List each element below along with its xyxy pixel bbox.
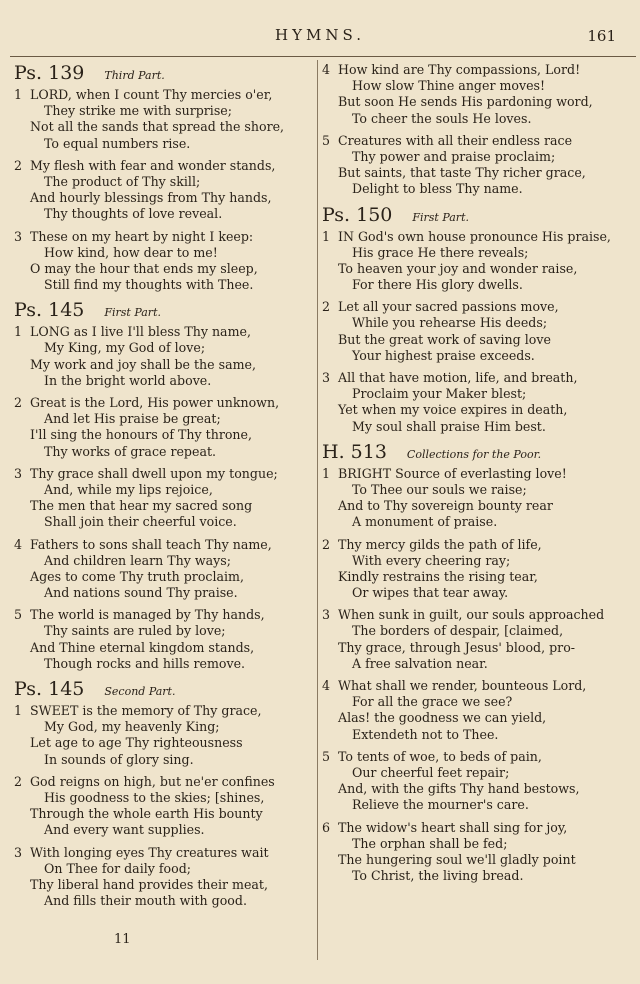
stanza-number: 2 (14, 157, 23, 173)
verse-line (14, 498, 311, 514)
stanza-number: 2 (322, 299, 331, 315)
verse-line (14, 245, 311, 261)
page-number: 161 (587, 27, 616, 45)
verse-text: And hourly blessings from Thy hands, (30, 190, 272, 206)
stanza (14, 703, 311, 768)
verse-text: And, with the gifts Thy hand bestows, (338, 781, 580, 797)
hymn (14, 62, 311, 293)
verse-text: When sunk in guilt, our souls approached (338, 607, 605, 623)
hymn-part-label: First Part. (104, 306, 161, 320)
verse-text: Alas! the goodness we can yield, (338, 710, 547, 726)
verse-line (14, 806, 311, 822)
verse-line (322, 111, 618, 127)
verse-line (322, 569, 618, 585)
verse-text: How kind, how dear to me! (44, 244, 218, 260)
verse-line (322, 229, 618, 245)
verse-text: Though rocks and hills remove. (44, 655, 246, 671)
verse-text: For all the grace we see? (352, 694, 513, 710)
column-divider (317, 60, 318, 960)
verse-line (322, 315, 618, 331)
verse-line (322, 149, 618, 165)
verse-text: And every want supplies. (44, 822, 205, 838)
verse-line (14, 790, 311, 806)
verse-text: In the bright world above. (44, 372, 212, 388)
verse-line (322, 165, 618, 181)
verse-text: Our cheerful feet repair; (352, 764, 510, 780)
stanza-number: 1 (14, 87, 23, 102)
verse-line (14, 206, 311, 222)
verse-text: The orphan shall be fed; (352, 835, 508, 851)
verse-line (322, 94, 618, 110)
verse-text: And, while my lips rejoice, (44, 481, 213, 497)
verse-line (14, 861, 311, 877)
verse-text: Thy thoughts of love reveal. (44, 206, 223, 222)
verse-text: His grace He there reveals; (352, 244, 529, 260)
verse-text: O may the hour that ends my sleep, (30, 260, 258, 276)
verse-text: Through the whole earth His bounty (30, 806, 263, 822)
verse-line (14, 656, 311, 672)
verse-line (322, 370, 618, 386)
hymn (14, 299, 311, 672)
stanza (322, 229, 618, 294)
verse-text: Thy works of grace repeat. (44, 443, 217, 459)
verse-text: To cheer the souls He loves. (352, 110, 532, 126)
stanza (14, 466, 311, 531)
verse-line (322, 765, 618, 781)
verse-text: What shall we render, bounteous Lord, (338, 678, 587, 693)
verse-text: A free salvation near. (352, 655, 488, 671)
stanza (322, 299, 618, 364)
header-rule (10, 56, 636, 57)
verse-text: My King, my God of love; (44, 340, 206, 356)
stanza (322, 62, 618, 127)
stanza (322, 537, 618, 602)
verse-text: The men that hear my sacred song (30, 498, 253, 514)
verse-text: Shall join their cheerful voice. (44, 514, 237, 530)
verse-line (322, 749, 618, 765)
verse-line (14, 569, 311, 585)
hymn-heading (14, 299, 311, 324)
stanza (14, 537, 311, 602)
verse-line (14, 373, 311, 389)
verse-line (14, 87, 311, 103)
stanza (14, 324, 311, 389)
verse-text: To Thee our souls we raise; (352, 481, 527, 497)
verse-text: How slow Thine anger moves! (352, 78, 546, 94)
hymn-number: Ps. 145 (14, 299, 85, 322)
verse-line (14, 357, 311, 373)
stanza (322, 370, 618, 435)
verse-text: To tents of woe, to beds of pain, (338, 748, 542, 764)
verse-text: To Christ, the living bread. (352, 868, 524, 884)
verse-text: LORD, when I count Thy mercies o'er, (30, 87, 273, 102)
verse-line (322, 419, 618, 435)
verse-text: On Thee for daily food; (44, 860, 191, 876)
stanza-number: 4 (14, 536, 23, 552)
verse-text: But the great work of saving love (338, 331, 551, 347)
verse-text: Fathers to sons shall teach Thy name, (30, 536, 272, 552)
verse-line (14, 607, 311, 623)
verse-text: Still find my thoughts with Thee. (44, 277, 254, 293)
verse-line (322, 836, 618, 852)
verse-line (322, 261, 618, 277)
verse-text: Thy liberal hand provides their meat, (30, 876, 268, 892)
stanza-number: 3 (14, 465, 23, 481)
stanza-number: 3 (322, 370, 331, 385)
verse-line (14, 735, 311, 751)
verse-line (322, 498, 618, 514)
verse-line (14, 752, 311, 768)
stanza-number: 5 (322, 748, 331, 764)
stanza (14, 607, 311, 672)
verse-line (322, 245, 618, 261)
verse-text: But soon He sends His pardoning word, (338, 94, 593, 110)
hymn-heading (322, 441, 618, 466)
verse-line (14, 703, 311, 719)
verse-line (322, 537, 618, 553)
hymn-part-label: Collections for the Poor. (406, 447, 542, 461)
verse-text: For there His glory dwells. (352, 277, 523, 293)
verse-line (14, 482, 311, 498)
verse-line (322, 868, 618, 884)
right-column (322, 62, 618, 890)
verse-text: Relieve the mourner's care. (352, 797, 529, 813)
stanza (322, 607, 618, 672)
verse-text: The product of Thy skill; (44, 173, 201, 189)
verse-line (14, 190, 311, 206)
stanza-number: 2 (322, 536, 331, 552)
verse-line (14, 893, 311, 909)
verse-line (322, 640, 618, 656)
verse-line (14, 411, 311, 427)
verse-line (322, 710, 618, 726)
verse-text: Ages to come Thy truth proclaim, (30, 568, 244, 584)
stanza-number: 1 (14, 703, 23, 718)
verse-text: Thy mercy gilds the path of life, (338, 536, 542, 552)
verse-line (322, 386, 618, 402)
stanza-number: 5 (14, 607, 23, 623)
verse-line (14, 822, 311, 838)
hymn-heading (14, 678, 311, 703)
verse-line (322, 820, 618, 836)
hymn (322, 62, 618, 198)
verse-line (14, 719, 311, 735)
stanza (322, 820, 618, 885)
verse-line (322, 678, 618, 694)
verse-text: IN God's own house pronounce His praise, (338, 228, 611, 244)
verse-text: And Thine eternal kingdom stands, (30, 639, 255, 655)
signature-mark: 11 (114, 932, 131, 947)
verse-line (14, 845, 311, 861)
verse-line (322, 402, 618, 418)
verse-text: God reigns on high, but ne'er confines (30, 773, 275, 789)
verse-line (14, 444, 311, 460)
stanza-number: 3 (14, 844, 23, 860)
verse-text: In sounds of glory sing. (44, 751, 194, 767)
verse-text: With every cheering ray; (352, 552, 511, 568)
verse-text: Or wipes that tear away. (352, 585, 509, 601)
hymn-part-label: First Part. (412, 210, 469, 224)
hymn-number: Ps. 145 (14, 678, 85, 700)
verse-line (14, 277, 311, 293)
verse-line (14, 537, 311, 553)
verse-text: And let His praise be great; (44, 411, 221, 427)
verse-line (322, 78, 618, 94)
verse-line (14, 640, 311, 656)
verse-text: How kind are Thy compassions, Lord! (338, 62, 581, 77)
verse-text: To heaven your joy and wonder raise, (338, 260, 578, 276)
verse-line (322, 62, 618, 78)
verse-line (322, 797, 618, 813)
verse-line (322, 514, 618, 530)
verse-line (14, 877, 311, 893)
verse-line (322, 727, 618, 743)
stanza-number: 2 (14, 395, 23, 410)
verse-text: And children learn Thy ways; (44, 552, 231, 568)
verse-line (14, 514, 311, 530)
verse-line (322, 482, 618, 498)
left-column (14, 62, 311, 915)
hymn-number: Ps. 150 (322, 203, 393, 226)
verse-text: All that have motion, life, and breath, (338, 370, 578, 385)
verse-text: Your highest praise exceeds. (352, 347, 535, 363)
verse-line (322, 607, 618, 623)
verse-line (322, 852, 618, 868)
verse-text: The widow's heart shall sing for joy, (338, 819, 568, 835)
verse-line (14, 774, 311, 790)
stanza (14, 87, 311, 152)
verse-text: Thy power and praise proclaim; (352, 148, 556, 164)
hymn-part-label: Second Part. (104, 685, 176, 698)
stanza (14, 158, 311, 223)
running-title: HYMNS. (275, 26, 365, 44)
stanza-number: 1 (322, 228, 331, 244)
hymn (14, 678, 311, 909)
verse-text: My work and joy shall be the same, (30, 356, 256, 372)
stanza (14, 774, 311, 839)
verse-text: While you rehearse His deeds; (352, 315, 548, 331)
stanza (322, 749, 618, 814)
verse-text: SWEET is the memory of Thy grace, (30, 703, 262, 718)
stanza-number: 1 (322, 465, 331, 481)
verse-text: The world is managed by Thy hands, (30, 607, 265, 623)
verse-line (14, 136, 311, 152)
stanza-number: 3 (322, 607, 331, 623)
verse-line (322, 332, 618, 348)
verse-line (322, 694, 618, 710)
stanza (322, 466, 618, 531)
verse-text: Creatures with all their endless race (338, 132, 573, 148)
verse-line (14, 103, 311, 119)
verse-text: Let all your sacred passions move, (338, 299, 559, 315)
hymn-heading (322, 204, 618, 229)
verse-text: Not all the sands that spread the shore, (30, 119, 285, 135)
stanza (14, 845, 311, 910)
stanza (322, 133, 618, 198)
stanza (14, 395, 311, 460)
verse-text: And nations sound Thy praise. (44, 585, 238, 601)
verse-line (14, 229, 311, 245)
verse-line (322, 277, 618, 293)
verse-text: With longing eyes Thy creatures wait (30, 844, 269, 860)
verse-text: And to Thy sovereign bounty rear (338, 498, 553, 514)
verse-line (322, 466, 618, 482)
hymn-number: H. 513 (322, 440, 387, 463)
stanza-number: 5 (322, 132, 331, 148)
verse-text: The hungering soul we'll gladly point (338, 851, 576, 867)
verse-line (14, 340, 311, 356)
verse-text: Delight to bless Thy name. (352, 181, 523, 197)
verse-line (14, 553, 311, 569)
verse-line (14, 158, 311, 174)
verse-line (322, 623, 618, 639)
verse-line (14, 427, 311, 443)
verse-text: Thy grace shall dwell upon my tongue; (30, 465, 278, 481)
verse-line (14, 466, 311, 482)
stanza (14, 229, 311, 294)
verse-line (322, 299, 618, 315)
verse-text: Proclaim your Maker blest; (352, 386, 527, 402)
hymn (322, 204, 618, 435)
verse-text: I'll sing the honours of Thy throne, (30, 427, 252, 443)
verse-text: They strike me with surprise; (44, 103, 232, 119)
verse-text: Thy saints are ruled by love; (44, 623, 226, 639)
verse-line (322, 781, 618, 797)
verse-text: Great is the Lord, His power unknown, (30, 395, 280, 410)
verse-text: To equal numbers rise. (44, 135, 191, 151)
verse-line (14, 395, 311, 411)
verse-text: My flesh with fear and wonder stands, (30, 157, 276, 173)
verse-text: My God, my heavenly King; (44, 719, 220, 735)
verse-text: BRIGHT Source of everlasting love! (338, 465, 567, 481)
verse-line (322, 133, 618, 149)
verse-text: These on my heart by night I keep: (30, 228, 254, 244)
verse-text: A monument of praise. (352, 514, 498, 530)
stanza-number: 2 (14, 773, 23, 789)
stanza-number: 4 (322, 678, 331, 693)
verse-line (14, 174, 311, 190)
hymn-part-label: Third Part. (104, 69, 165, 82)
verse-line (322, 181, 618, 197)
verse-text: But saints, that taste Thy richer grace, (338, 165, 586, 181)
verse-text: My soul shall praise Him best. (352, 418, 546, 434)
verse-line (322, 553, 618, 569)
verse-line (14, 119, 311, 135)
hymn-heading (14, 62, 311, 87)
verse-line (14, 623, 311, 639)
verse-text: Kindly restrains the rising tear, (338, 568, 538, 584)
verse-text: Let age to age Thy righteousness (30, 735, 243, 751)
verse-text: Yet when my voice expires in death, (338, 402, 568, 418)
stanza-number: 6 (322, 819, 331, 835)
hymn-number: Ps. 139 (14, 62, 85, 84)
verse-line (14, 324, 311, 340)
verse-text: LONG as I live I'll bless Thy name, (30, 324, 251, 340)
stanza-number: 4 (322, 62, 331, 77)
stanza (322, 678, 618, 743)
verse-text: Extendeth not to Thee. (352, 726, 499, 742)
verse-text: His goodness to the skies; [shines, (44, 789, 265, 805)
verse-text: The borders of despair, [claimed, (352, 623, 564, 639)
verse-line (14, 585, 311, 601)
verse-line (322, 656, 618, 672)
stanza-number: 3 (14, 228, 23, 244)
stanza-number: 1 (14, 324, 23, 340)
verse-line (322, 585, 618, 601)
verse-text: Thy grace, through Jesus' blood, pro- (338, 639, 576, 655)
verse-text: And fills their mouth with good. (44, 893, 247, 909)
verse-line (322, 348, 618, 364)
verse-line (14, 261, 311, 277)
hymn (322, 441, 618, 885)
